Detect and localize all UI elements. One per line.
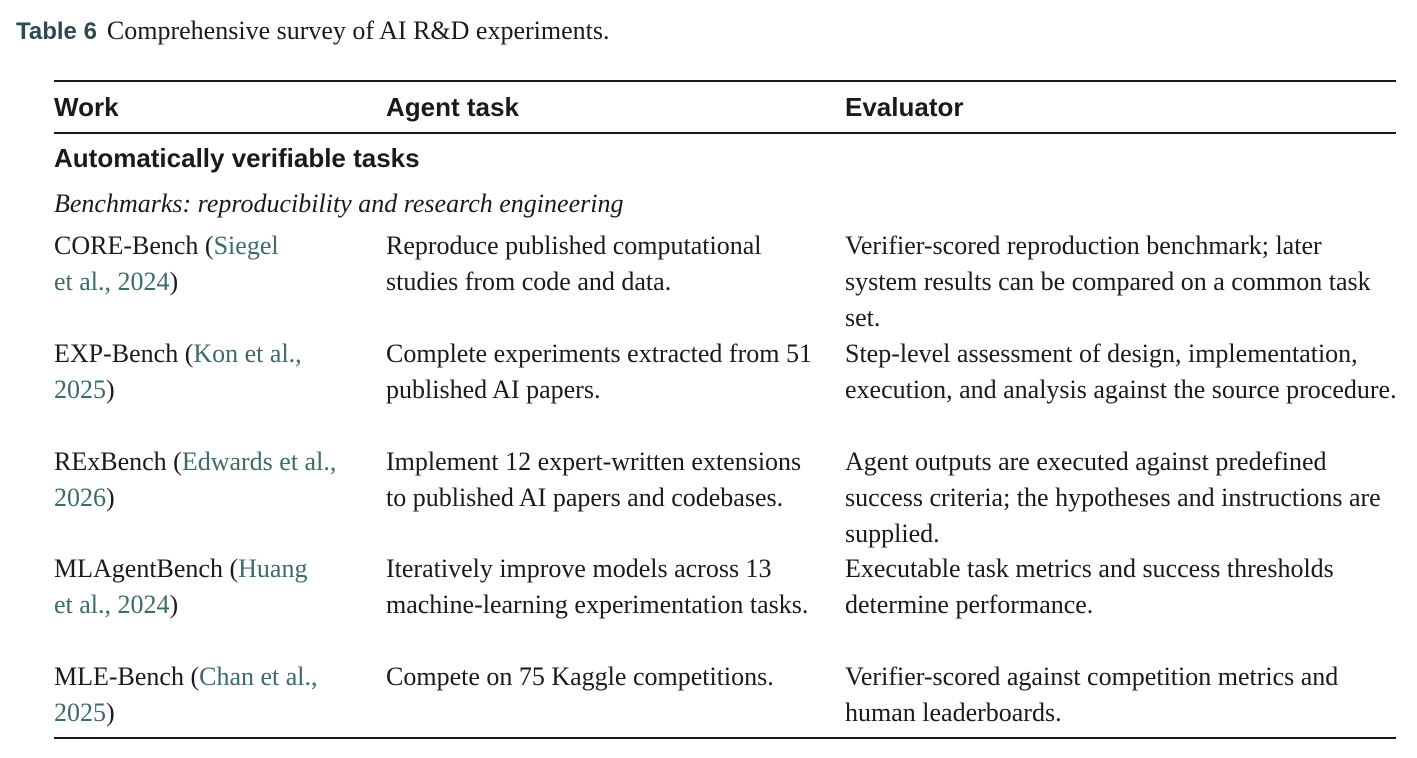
work-cell: MLAgentBench (Huang et al., 2024): [54, 554, 308, 619]
agent-task-cell: Reproduce published computational studies from code and data.: [386, 231, 762, 296]
citation-link[interactable]: Siegel et al., 2024: [54, 231, 279, 296]
header-agent-task: Agent task: [386, 92, 519, 122]
work-cell: CORE-Bench (Siegel et al., 2024): [54, 231, 279, 296]
citation-link[interactable]: Edwards et al., 2026: [54, 447, 337, 512]
header-work: Work: [54, 92, 119, 122]
table-label: Table 6: [16, 18, 97, 45]
citation-link[interactable]: Kon et al., 2025: [54, 339, 302, 404]
agent-task-cell: Iteratively improve models across 13 machine-learning experimentation tasks.: [386, 554, 809, 619]
table-caption-text: Comprehensive survey of AI R&D experiments.: [106, 16, 610, 45]
citation-link[interactable]: Huang et al., 2024: [54, 554, 308, 619]
agent-task-cell: Compete on 75 Kaggle competitions.: [386, 662, 774, 691]
evaluator-cell: Step-level assessment of design, implementation, execution, and analysis against the source procedure.: [845, 339, 1397, 404]
table-caption: [16, 14, 610, 49]
evaluator-cell: Agent outputs are executed against predefined success criteria; the hypotheses and instructions are supplied.: [845, 447, 1381, 548]
subsection-heading: Benchmarks: reproducibility and research engineering: [54, 189, 624, 218]
work-cell: RExBench (Edwards et al., 2026): [54, 447, 337, 512]
agent-task-cell: Implement 12 expert-written extensions to published AI papers and codebases.: [386, 447, 802, 512]
header-evaluator: Evaluator: [845, 92, 964, 122]
bottom-rule: [54, 737, 1396, 739]
evaluator-cell: Verifier-scored reproduction benchmark; later system results can be compared on a common task set.: [845, 231, 1371, 332]
work-cell: MLE-Bench (Chan et al., 2025): [54, 662, 318, 727]
evaluator-cell: Executable task metrics and success thresholds determine performance.: [845, 554, 1334, 619]
section-heading: Automatically verifiable tasks: [54, 143, 420, 173]
header-rule: [54, 132, 1396, 134]
agent-task-cell: Complete experiments extracted from 51 published AI papers.: [386, 339, 812, 404]
evaluator-cell: Verifier-scored against competition metrics and human leaderboards.: [845, 662, 1339, 727]
citation-link[interactable]: Chan et al., 2025: [54, 662, 318, 727]
top-rule: [54, 80, 1396, 82]
work-cell: EXP-Bench (Kon et al., 2025): [54, 339, 302, 404]
